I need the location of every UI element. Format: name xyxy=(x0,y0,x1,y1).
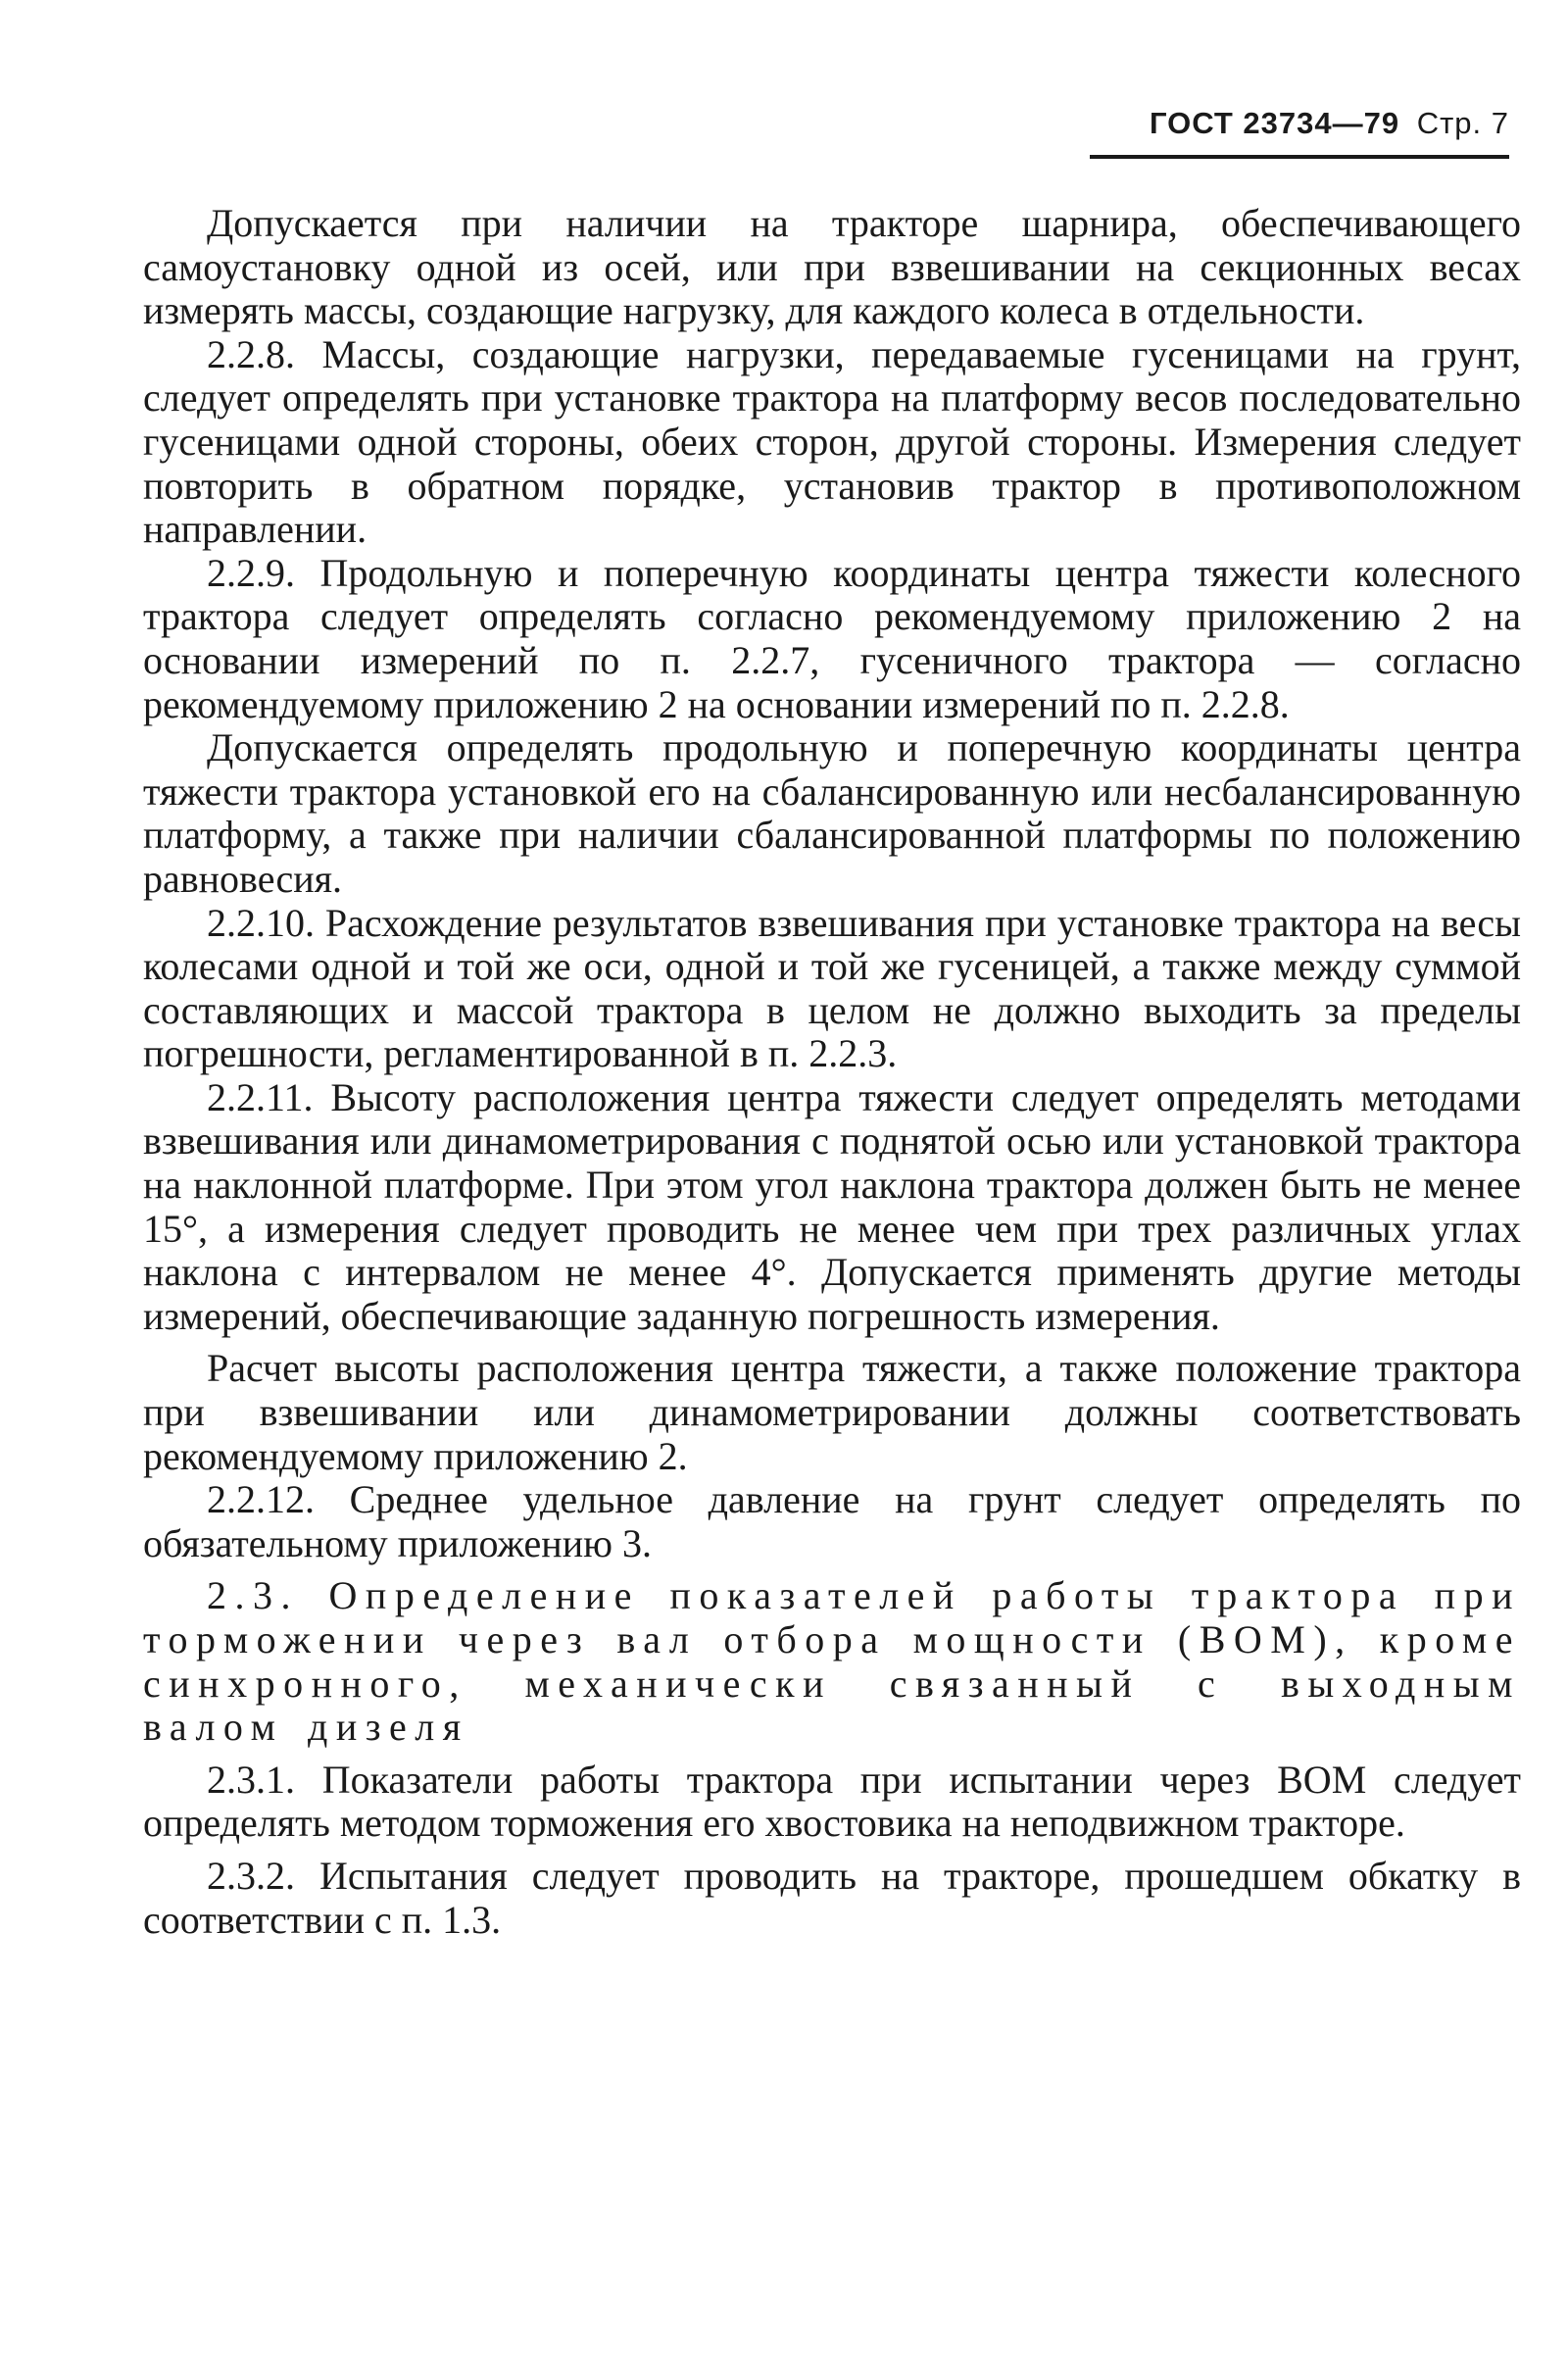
paragraph-height-calculation: Расчет высоты расположения центра тяжести, а также положение трактора при взвешивании или динамометрировании должны соответствовать рекомендуемому приложению 2. xyxy=(143,1346,1521,1478)
paragraph-2-2-9: 2.2.9. Продольную и поперечную координаты центра тяжести колесного трактора следует определять согласно рекомендуемому приложению 2 на основании измерений по п. 2.2.7, гусеничного трактора — согласно рекомендуемому приложению 2 на основании измерений по п. 2.2.8. xyxy=(143,550,1521,726)
page-header xyxy=(1150,106,1509,141)
document-body xyxy=(143,202,1521,1942)
paragraph-2-3-1: 2.3.1. Показатели работы трактора при испытании через ВОМ следует определять методом торможения его хвостовика на неподвижном тракторе. xyxy=(143,1757,1521,1846)
paragraph-weighing-hinge: Допускается при наличии на тракторе шарнира, обеспечивающего самоустановку одной из осей, или при взвешивании на секционных весах измерять массы, создающие нагрузку, для каждого колеса в отдельности. xyxy=(143,201,1521,333)
paragraph-2-2-11: 2.2.11. Высоту расположения центра тяжести следует определять методами взвешивания или динамометрирования с поднятой осью или установкой трактора на наклонной платформе. При этом угол наклона трактора должен быть не менее 15°, а измерения следует проводить не менее чем при трех различных углах наклона с интервалом не менее 4°. Допускается применять другие методы измерений, обеспечивающие заданную погрешность измерения. xyxy=(143,1074,1521,1338)
paragraph-2-2-10: 2.2.10. Расхождение результатов взвешивания при установке трактора на весы колесами одной и той же оси, одной и той же гусеницей, а также между суммой составляющих и массой трактора в целом не должно выходить за пределы погрешности, регламентированной в п. 2.2.3. xyxy=(143,900,1521,1076)
standard-number: ГОСТ 23734—79 xyxy=(1149,106,1400,140)
page-number: Стр. 7 xyxy=(1416,106,1509,140)
paragraph-2-2-12: 2.2.12. Среднее удельное давление на грунт следует определять по обязательному приложению 3. xyxy=(143,1477,1521,1565)
paragraph-2-3-2: 2.3.2. Испытания следует проводить на тракторе, прошедшем обкатку в соответствии с п. 1.3. xyxy=(143,1853,1521,1942)
section-heading-2-3: 2.3. Определение показателей работы трактора при торможении через вал отбора мощности (ВОМ), кроме синхронного, механически связанный с выходным валом дизеля xyxy=(143,1573,1521,1750)
paragraph-center-of-gravity-platform: Допускается определять продольную и поперечную координаты центра тяжести трактора установкой его на сбалансированную или несбалансированную платформу, а также при наличии сбалансированной платформы по положению равновесия. xyxy=(143,725,1521,901)
paragraph-2-2-8: 2.2.8. Массы, создающие нагрузки, передаваемые гусеницами на грунт, следует определять при установке трактора на платформу весов последовательно гусеницами одной стороны, обеих сторон, другой стороны. Измерения следует повторить в обратном порядке, установив трактор в противоположном направлении. xyxy=(143,331,1521,552)
header-rule xyxy=(1090,155,1509,159)
